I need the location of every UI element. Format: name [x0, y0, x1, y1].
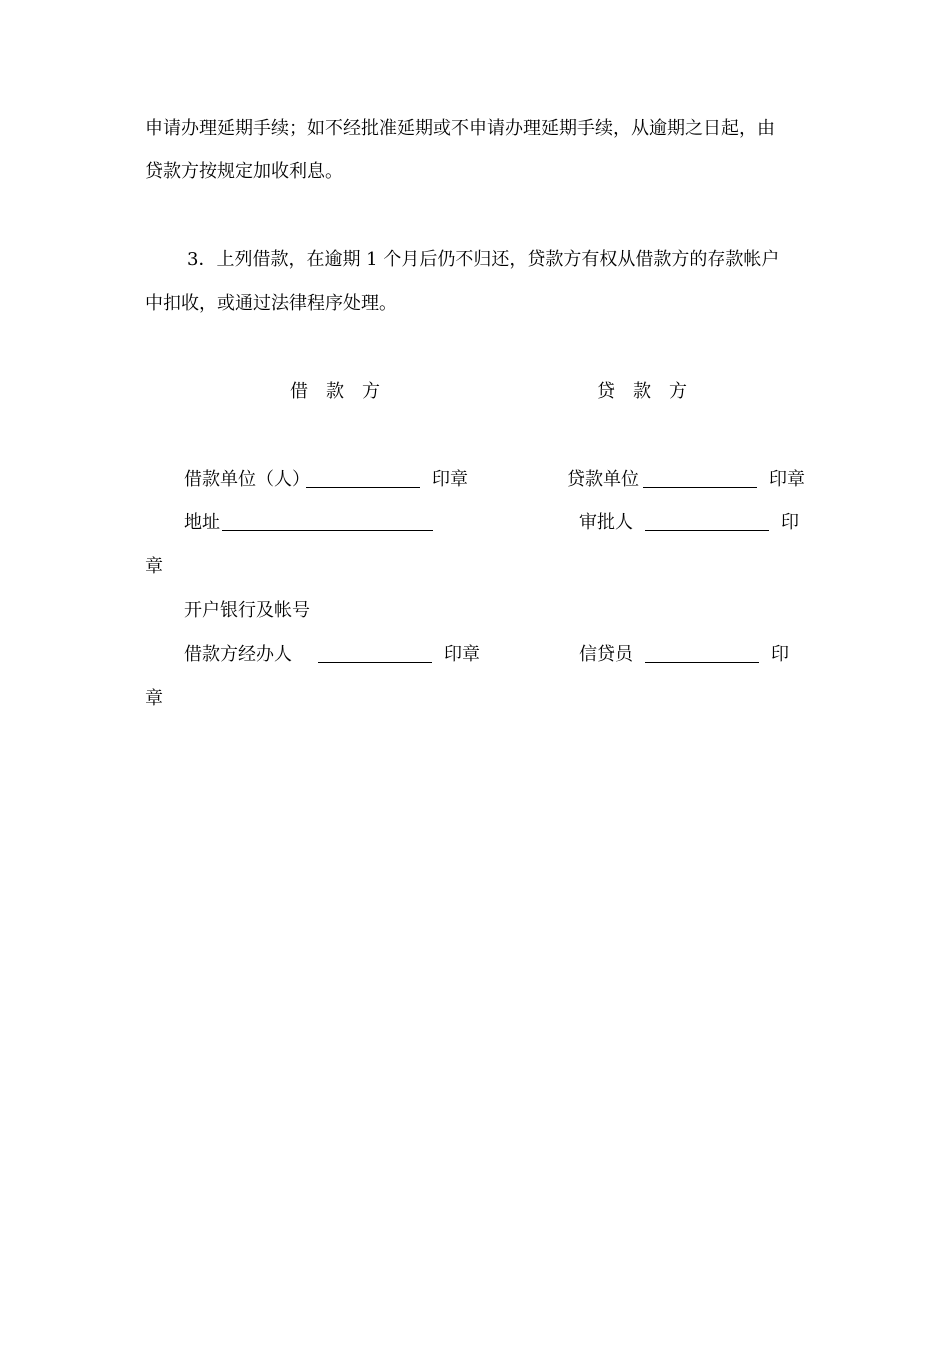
credit-officer-seal-part1: 印: [771, 644, 789, 665]
bank-account-label: 开户银行及帐号: [184, 600, 310, 621]
borrower-handler-label: 借款方经办人: [184, 644, 292, 665]
lender-unit-blank: [643, 487, 757, 488]
borrower-heading: 借 款 方: [290, 381, 380, 402]
lender-heading: 贷 款 方: [597, 381, 687, 402]
approver-seal-part1: 印: [781, 512, 799, 533]
borrower-unit-seal: 印章: [432, 469, 468, 490]
credit-officer-seal-part2: 章: [145, 688, 163, 709]
approver-seal-part2: 章: [145, 556, 163, 577]
paragraph-1-line-1: 申请办理延期手续；如不经批准延期或不申请办理延期手续，从逾期之日起，由: [145, 118, 775, 139]
borrower-handler-seal: 印章: [444, 644, 480, 665]
address-blank: [222, 530, 433, 531]
lender-unit-label: 贷款单位: [567, 469, 639, 490]
approver-blank: [645, 530, 769, 531]
paragraph-2-line-1: 3．上列借款，在逾期 1 个月后仍不归还，贷款方有权从借款方的存款帐户: [187, 249, 780, 270]
paragraph-1-line-2: 贷款方按规定加收利息。: [145, 161, 343, 182]
borrower-handler-blank: [318, 662, 432, 663]
paragraph-2-line-2: 中扣收，或通过法律程序处理。: [145, 293, 397, 314]
lender-unit-seal: 印章: [769, 469, 805, 490]
approver-label: 审批人: [579, 512, 633, 533]
address-label: 地址: [184, 512, 220, 533]
credit-officer-blank: [645, 662, 759, 663]
credit-officer-label: 信贷员: [579, 644, 633, 665]
borrower-unit-blank: [306, 487, 420, 488]
borrower-unit-label: 借款单位（人）: [184, 469, 310, 490]
